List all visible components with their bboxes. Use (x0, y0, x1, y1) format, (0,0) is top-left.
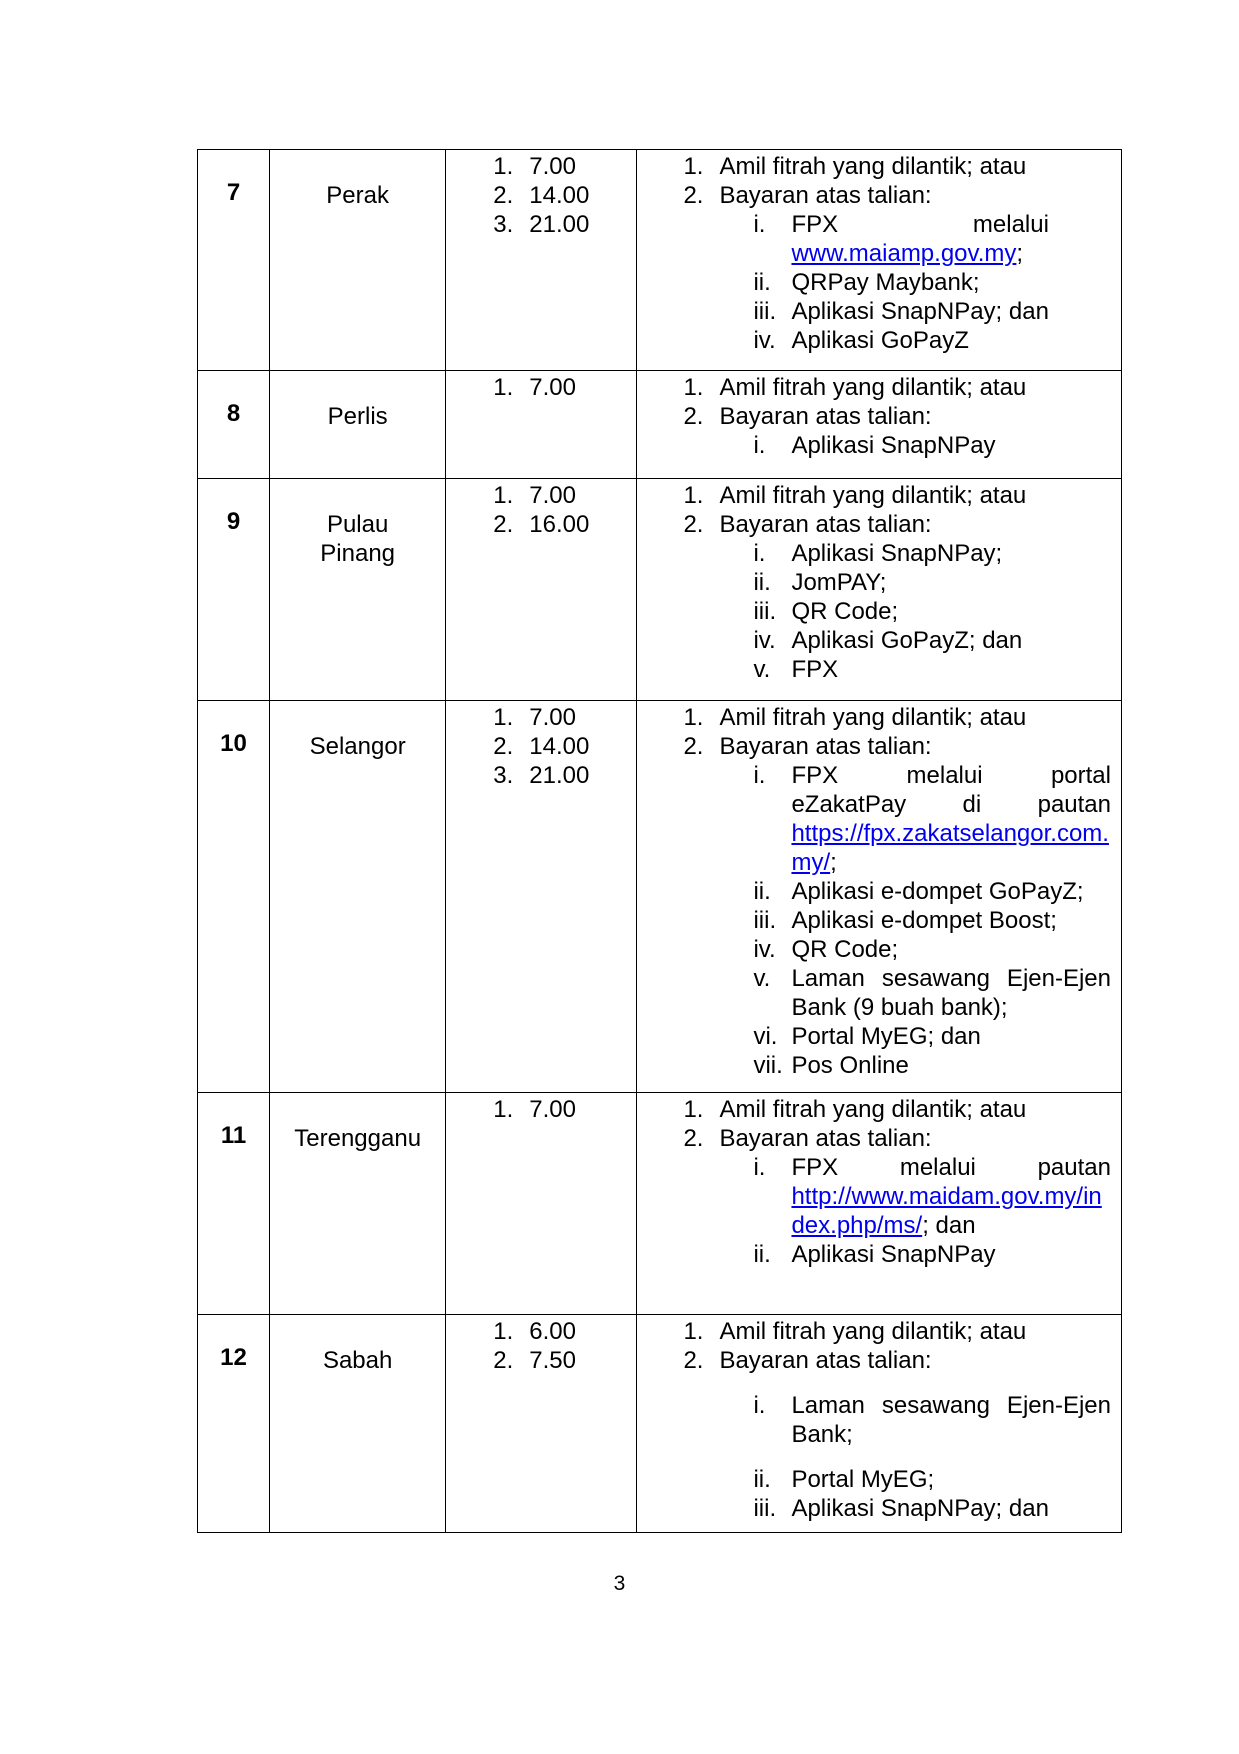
option-text (791, 761, 1111, 877)
method-item (683, 1346, 1111, 1375)
method-item (683, 481, 1111, 510)
option-numeral: iii. (753, 598, 777, 625)
option-text: Portal MyEG; dan (791, 1023, 981, 1050)
online-options-list (753, 761, 1111, 1080)
option-word: melalui (899, 1154, 976, 1181)
option-numeral: v. (753, 965, 771, 992)
online-options (683, 539, 1111, 684)
method-item (683, 510, 1111, 539)
table-body (198, 150, 1122, 1533)
option-numeral: iii. (753, 1495, 777, 1522)
method-item-number: 2. (683, 403, 704, 430)
option-text: Aplikasi e-dompet GoPayZ; (791, 878, 1084, 905)
rate-list (446, 371, 636, 402)
state-name (270, 150, 445, 210)
rate-value: 6.00 (529, 1318, 576, 1345)
option-numeral: iv. (753, 936, 776, 963)
rate-item (493, 181, 636, 210)
online-option-item (753, 597, 1022, 626)
method-item (683, 402, 1111, 431)
rate-item (493, 703, 636, 732)
method-list (637, 150, 1121, 355)
online-options-list (753, 431, 995, 460)
row-number: 7 (226, 179, 241, 206)
rate-item-number: 2. (493, 733, 514, 760)
option-text: Laman sesawang Ejen-Ejen Bank (9 buah bank); (791, 965, 1111, 1021)
state-cell (270, 1315, 446, 1533)
option-numeral: ii. (753, 269, 771, 296)
method-item-number: 2. (683, 733, 704, 760)
option-numeral: iv. (753, 627, 776, 654)
rate-item-number: 1. (493, 1096, 514, 1123)
row-number: 12 (220, 1344, 247, 1371)
state-cell (270, 479, 446, 701)
option-numeral: iv. (753, 327, 776, 354)
option-word: eZakatPay (791, 791, 907, 818)
online-options (683, 431, 1111, 460)
option-text (791, 210, 1048, 268)
method-item-number: 1. (683, 482, 704, 509)
rate-list (446, 150, 636, 239)
rate-item-number: 2. (493, 511, 514, 538)
method-item-number: 1. (683, 153, 704, 180)
method-item (683, 373, 1111, 402)
option-text: Pos Online (791, 1052, 909, 1079)
rate-item-number: 1. (493, 1318, 514, 1345)
rate-value: 7.00 (529, 374, 576, 401)
option-numeral: i. (753, 1154, 766, 1181)
rate-cell (446, 150, 637, 371)
justified-line (791, 1153, 1111, 1182)
option-numeral: i. (753, 540, 766, 567)
table-row (198, 371, 1122, 479)
state-name-line: Sabah (322, 1347, 393, 1374)
option-text: Aplikasi e-dompet Boost; (791, 907, 1057, 934)
online-option-item (753, 626, 1022, 655)
option-text: Aplikasi SnapNPay; dan (791, 298, 1049, 325)
option-link[interactable] (791, 240, 1023, 267)
row-number: 8 (226, 400, 241, 427)
option-numeral: v. (753, 656, 771, 683)
url-link[interactable]: www.maiamp.gov.my (791, 240, 1017, 267)
online-option-item (753, 906, 1111, 935)
option-numeral: ii. (753, 878, 771, 905)
option-link[interactable] (791, 820, 1109, 876)
option-text (791, 1153, 1111, 1240)
option-word: FPX (791, 1154, 839, 1181)
method-text: Bayaran atas talian: (719, 1125, 932, 1152)
option-text: Aplikasi SnapNPay (791, 1241, 996, 1268)
row-number-cell (198, 1093, 270, 1315)
method-item-number: 2. (683, 511, 704, 538)
online-option-item (753, 935, 1111, 964)
rate-cell (446, 701, 637, 1093)
online-option-item (753, 1391, 1111, 1449)
option-text: Laman sesawang Ejen-Ejen Bank; (791, 1392, 1111, 1448)
online-option-item (753, 1022, 1111, 1051)
rate-value: 7.00 (529, 482, 576, 509)
row-number-cell (198, 371, 270, 479)
method-item-number: 1. (683, 704, 704, 731)
method-item-number: 1. (683, 1318, 704, 1345)
online-options-list (753, 1153, 1111, 1269)
online-option-item (753, 964, 1111, 1022)
option-word: di (962, 791, 982, 818)
option-numeral: i. (753, 432, 766, 459)
online-option-item (753, 326, 1048, 355)
online-options-list (753, 210, 1048, 355)
payment-method-cell (637, 371, 1122, 479)
method-item (683, 1317, 1111, 1346)
rate-value: 14.00 (529, 733, 590, 760)
table-row (198, 479, 1122, 701)
online-options (683, 1153, 1111, 1269)
state-name (270, 479, 445, 568)
rate-item (493, 152, 636, 181)
payment-method-cell (637, 701, 1122, 1093)
rate-list (446, 479, 636, 539)
option-word: FPX (791, 762, 839, 789)
online-option-item (753, 568, 1022, 597)
rate-value: 16.00 (529, 511, 590, 538)
option-numeral: ii. (753, 1241, 771, 1268)
option-word: melalui (906, 762, 983, 789)
option-text: Aplikasi SnapNPay; dan (791, 1495, 1049, 1522)
method-text: Amil fitrah yang dilantik; atau (719, 482, 1027, 509)
online-option-item (753, 1153, 1111, 1240)
method-text: Bayaran atas talian: (719, 511, 932, 538)
rate-value: 7.00 (529, 1096, 576, 1123)
state-name (270, 1093, 445, 1153)
option-word: pautan (1037, 791, 1111, 818)
option-text: Aplikasi GoPayZ; dan (791, 627, 1023, 654)
page-number: 3 (613, 1572, 626, 1595)
rate-value: 7.50 (529, 1347, 576, 1374)
table-row (198, 1315, 1122, 1533)
method-text: Amil fitrah yang dilantik; atau (719, 1318, 1027, 1345)
online-options (683, 1375, 1111, 1523)
online-option-item (753, 877, 1111, 906)
rate-list (446, 1315, 636, 1375)
method-list (637, 479, 1121, 684)
state-name (270, 1315, 445, 1375)
state-cell (270, 701, 446, 1093)
online-option-item (753, 539, 1022, 568)
rate-item-number: 1. (493, 704, 514, 731)
method-text: Bayaran atas talian: (719, 403, 932, 430)
method-list (637, 701, 1121, 1080)
rate-item (493, 1095, 636, 1124)
row-number-cell (198, 701, 270, 1093)
link-suffix: ; dan (922, 1212, 976, 1239)
row-number: 9 (226, 508, 241, 535)
option-numeral: i. (753, 211, 766, 238)
state-name-line: Terengganu (294, 1125, 422, 1152)
state-name-line: Perlis (327, 403, 388, 430)
url-link[interactable]: https://fpx.zakatselangor.com.my/ (791, 820, 1109, 876)
option-word: FPX (791, 211, 839, 238)
rate-item (493, 510, 636, 539)
method-item (683, 732, 1111, 761)
state-name (270, 371, 445, 431)
method-text: Amil fitrah yang dilantik; atau (719, 704, 1027, 731)
url-link[interactable]: http://www.maidam.gov.my/index.php/ms/ (791, 1183, 1102, 1239)
table-row (198, 1093, 1122, 1315)
row-number: 11 (220, 1122, 247, 1149)
option-text: FPX (791, 656, 839, 683)
option-numeral: ii. (753, 569, 771, 596)
rate-item (493, 732, 636, 761)
online-option-item (753, 1051, 1111, 1080)
method-list (637, 1315, 1121, 1523)
rate-value: 21.00 (529, 211, 590, 238)
option-numeral: i. (753, 762, 766, 789)
rate-cell (446, 1093, 637, 1315)
rate-item-number: 1. (493, 482, 514, 509)
row-number-cell (198, 150, 270, 371)
rate-value: 7.00 (529, 704, 576, 731)
option-numeral: vii. (753, 1052, 783, 1079)
option-numeral: i. (753, 1392, 766, 1419)
rate-item (493, 210, 636, 239)
method-item-number: 2. (683, 182, 704, 209)
method-item (683, 1095, 1111, 1124)
online-options-list (753, 1375, 1111, 1523)
row-number-cell (198, 479, 270, 701)
method-item-number: 2. (683, 1125, 704, 1152)
rate-item-number: 1. (493, 374, 514, 401)
option-text: JomPAY; (791, 569, 887, 596)
online-option-item (753, 268, 1048, 297)
rate-item-number: 1. (493, 153, 514, 180)
link-suffix: ; (1016, 240, 1024, 267)
online-option-item (753, 655, 1022, 684)
row-number: 10 (220, 730, 247, 757)
rate-cell (446, 1315, 637, 1533)
option-link[interactable] (791, 1183, 1101, 1239)
payment-method-cell (637, 1093, 1122, 1315)
option-text: QR Code; (791, 598, 899, 625)
online-options (683, 210, 1111, 355)
option-numeral: iii. (753, 298, 777, 325)
option-word: portal (1050, 762, 1111, 789)
justified-line (791, 210, 1048, 239)
option-numeral: ii. (753, 1466, 771, 1493)
online-option-item (753, 431, 995, 460)
method-item-number: 1. (683, 374, 704, 401)
method-item (683, 703, 1111, 732)
method-item (683, 1124, 1111, 1153)
option-word: melalui (972, 211, 1049, 238)
method-text: Bayaran atas talian: (719, 1347, 932, 1374)
online-options-list (753, 539, 1022, 684)
method-text: Amil fitrah yang dilantik; atau (719, 153, 1027, 180)
online-option-item (753, 761, 1111, 877)
justified-line (791, 790, 1111, 819)
method-item (683, 181, 1111, 210)
option-text: Portal MyEG; (791, 1466, 935, 1493)
state-name-line: Selangor (309, 733, 406, 760)
payment-method-cell (637, 150, 1122, 371)
rate-item (493, 1346, 636, 1375)
state-name-line: Perak (326, 182, 389, 209)
payment-method-cell (637, 1315, 1122, 1533)
rate-item-number: 3. (493, 211, 514, 238)
online-option-item (753, 297, 1048, 326)
option-text: Aplikasi GoPayZ (791, 327, 969, 354)
row-number-cell (198, 1315, 270, 1533)
state-name (270, 701, 445, 761)
option-word: pautan (1037, 1154, 1111, 1181)
rate-cell (446, 371, 637, 479)
method-list (637, 1093, 1121, 1269)
rate-item (493, 481, 636, 510)
option-text: QR Code; (791, 936, 899, 963)
justified-line (791, 761, 1111, 790)
method-text: Amil fitrah yang dilantik; atau (719, 374, 1027, 401)
rate-item-number: 3. (493, 762, 514, 789)
table-row (198, 701, 1122, 1093)
payment-methods-table (197, 149, 1122, 1533)
online-option-item (753, 1465, 1111, 1494)
method-text: Amil fitrah yang dilantik; atau (719, 1096, 1027, 1123)
option-text: Aplikasi SnapNPay (791, 432, 996, 459)
table-row (198, 150, 1122, 371)
rate-value: 21.00 (529, 762, 590, 789)
rate-list (446, 1093, 636, 1124)
rate-item (493, 761, 636, 790)
rate-list (446, 701, 636, 790)
rate-item-number: 2. (493, 1347, 514, 1374)
state-cell (270, 371, 446, 479)
option-text: Aplikasi SnapNPay; (791, 540, 1003, 567)
state-cell (270, 1093, 446, 1315)
online-option-item (753, 1494, 1111, 1523)
method-text: Bayaran atas talian: (719, 733, 932, 760)
online-option-item (753, 210, 1048, 268)
payment-method-cell (637, 479, 1122, 701)
method-text: Bayaran atas talian: (719, 182, 932, 209)
option-text: QRPay Maybank; (791, 269, 980, 296)
rate-item (493, 373, 636, 402)
online-option-item (753, 1240, 1111, 1269)
option-numeral: iii. (753, 907, 777, 934)
rate-item (493, 1317, 636, 1346)
state-cell (270, 150, 446, 371)
rate-value: 7.00 (529, 153, 576, 180)
online-options (683, 761, 1111, 1080)
method-item-number: 1. (683, 1096, 704, 1123)
rate-value: 14.00 (529, 182, 590, 209)
rate-cell (446, 479, 637, 701)
rate-item-number: 2. (493, 182, 514, 209)
state-name-line: Pinang (320, 540, 396, 567)
option-numeral: vi. (753, 1023, 778, 1050)
method-list (637, 371, 1121, 460)
state-name-line: Pulau (326, 511, 389, 538)
method-item (683, 152, 1111, 181)
method-item-number: 2. (683, 1347, 704, 1374)
link-suffix: ; (830, 849, 837, 876)
